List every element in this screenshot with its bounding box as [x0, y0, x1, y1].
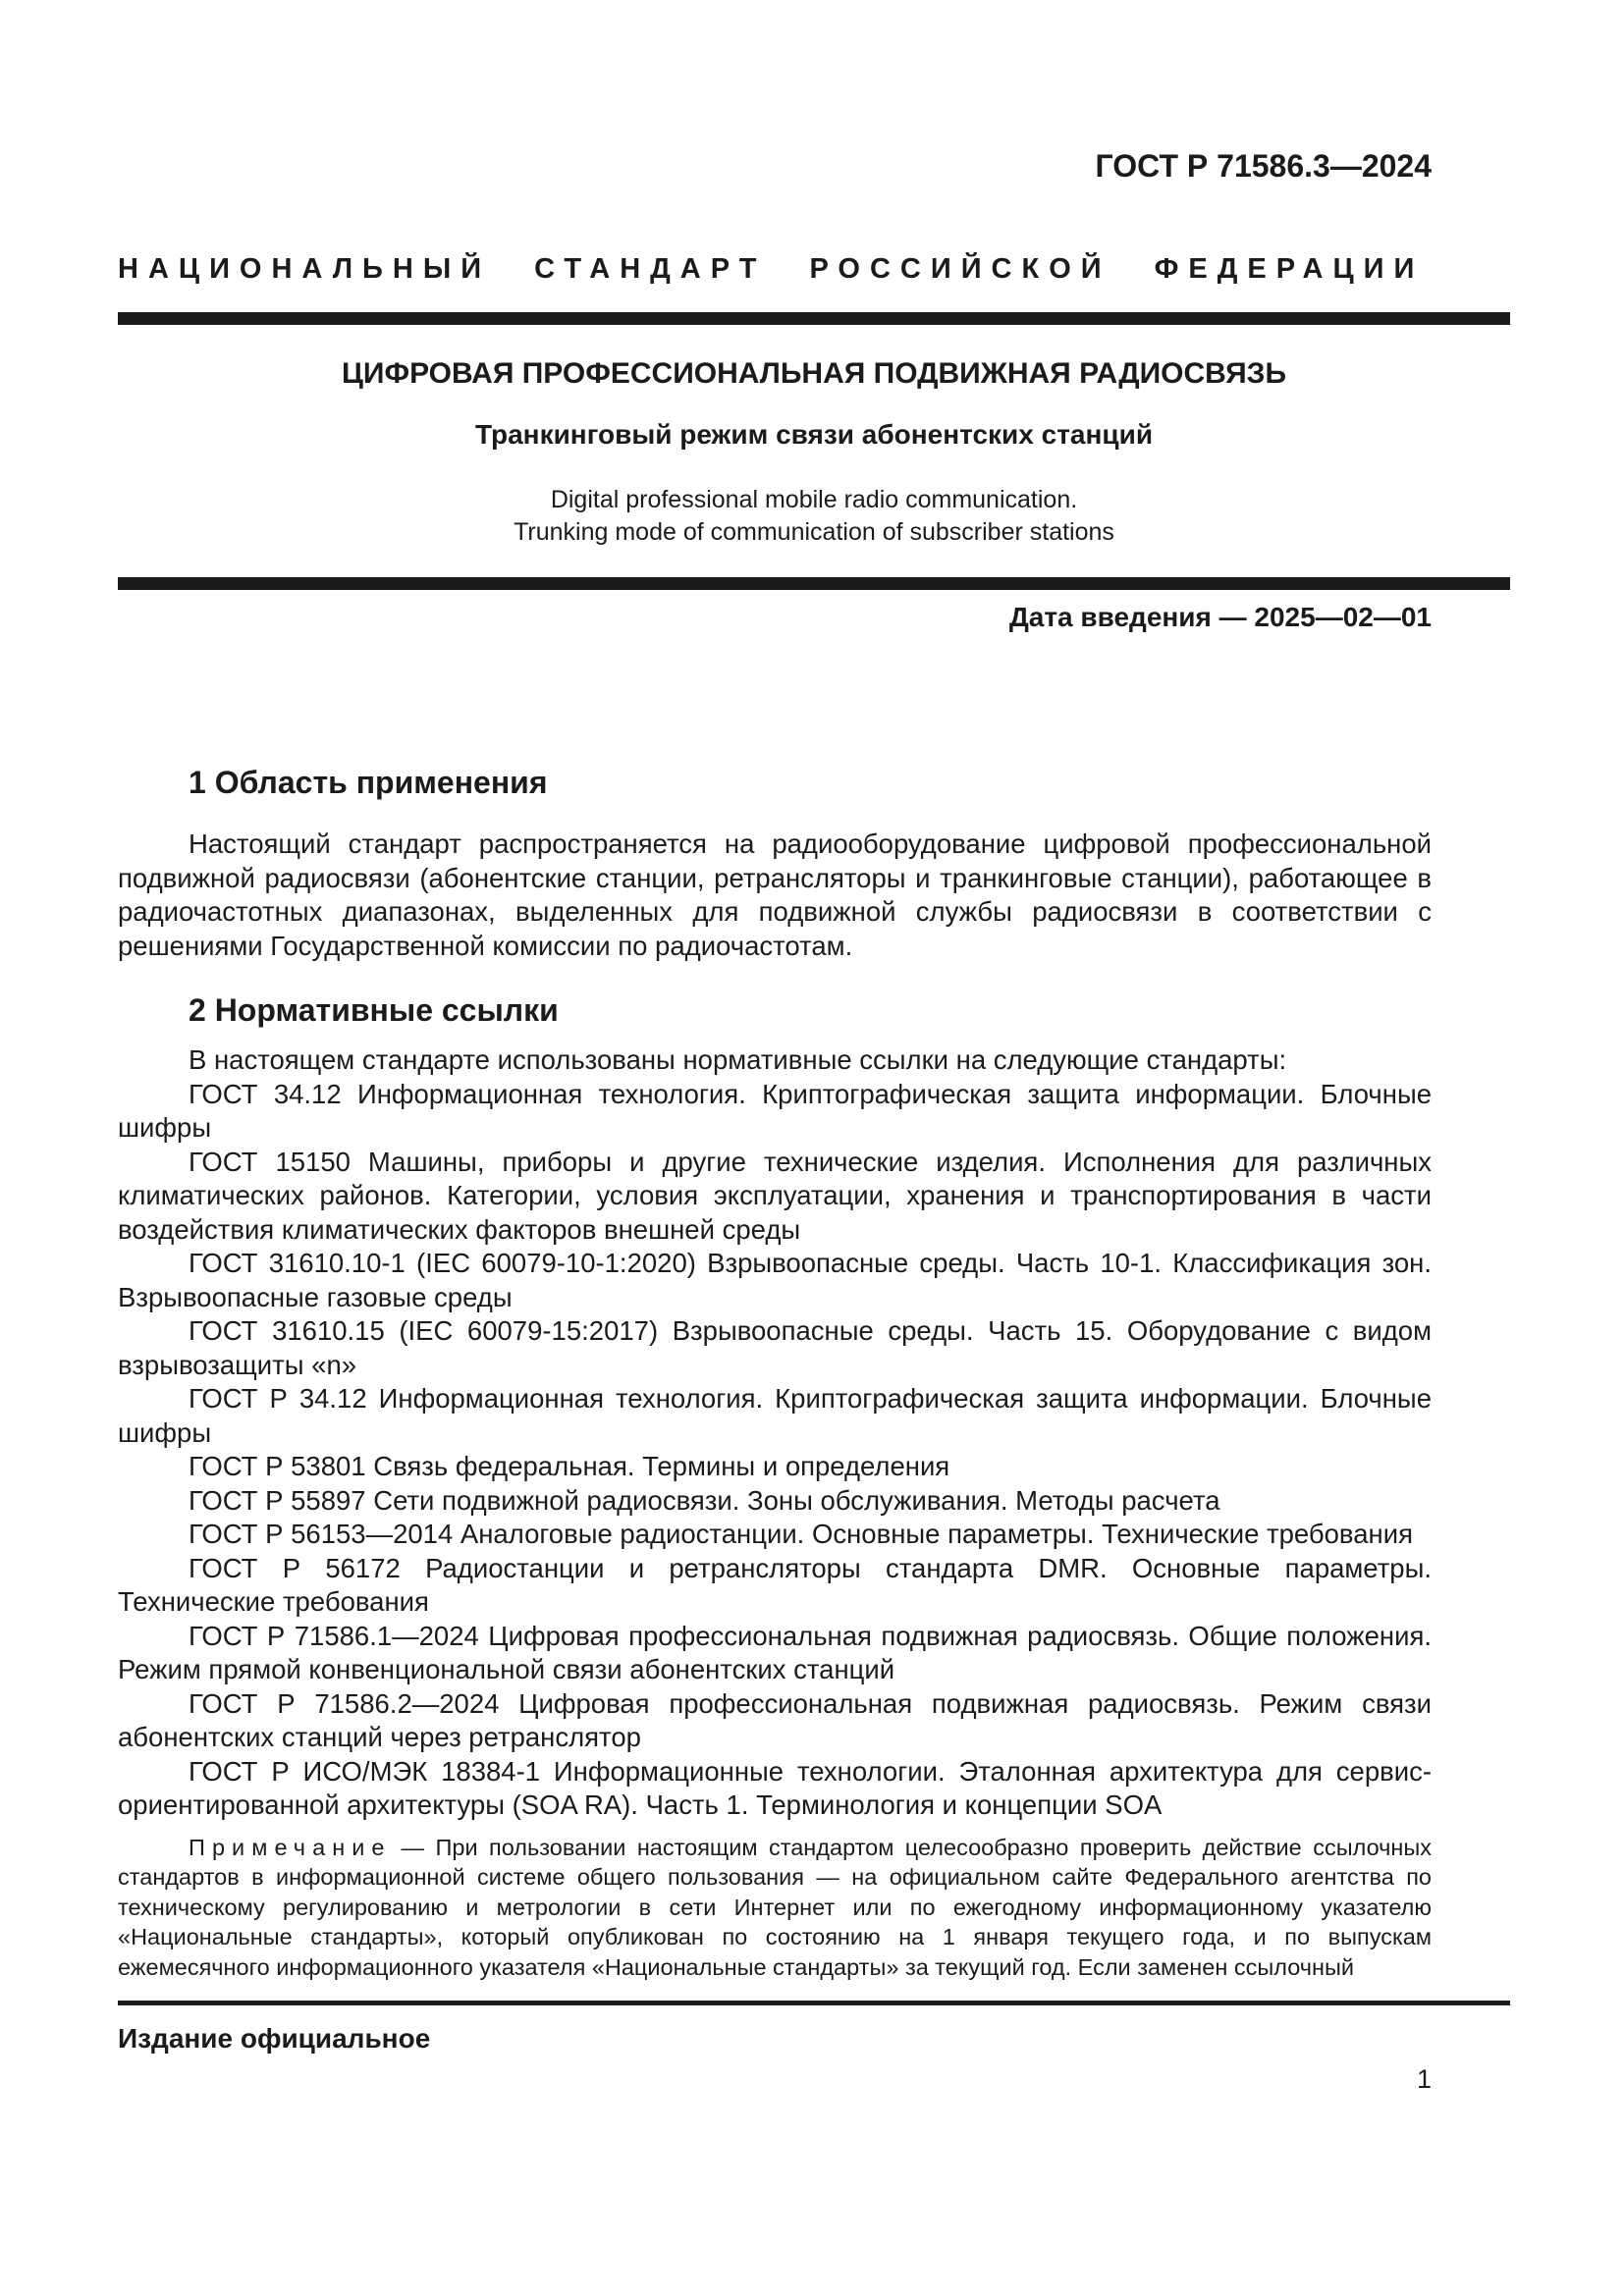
reference-item: ГОСТ 34.12 Информационная технология. Криптографическая защита информации. Блочные шифры [118, 1078, 1432, 1143]
standard-banner: НАЦИОНАЛЬНЫЙ СТАНДАРТ РОССИЙСКОЙ ФЕДЕРАЦИИ [118, 253, 1425, 285]
reference-item: ГОСТ 31610.10-1 (IEC 60079-10-1:2020) Взрывоопасные среды. Часть 10-1. Классификация зон. Взрывоопасные газовые среды [118, 1248, 1432, 1312]
title-ru-subtitle: Транкинговый режим связи абонентских станций [474, 419, 1154, 450]
reference-item: ГОСТ Р 34.12 Информационная технология. Криптографическая защита информации. Блочные шифры [118, 1383, 1432, 1448]
note-text: — При пользовании настоящим стандартом целесообразно проверить действие ссылочных стандартов в информационной системе общего пользования — на официальном сайте Федерального агентства по техническому регулированию и метрологии в сети Интернет или по ежегодному информационному указателю «Национальные стандарты», который опубликован по состоянию на 1 января текущего года, и по выпускам ежемесячного информационного указателя «Национальные стандарты» за текущий год. Если заменен ссылочный [118, 1834, 1432, 1980]
references-intro: В настоящем стандарте использованы нормативные ссылки на следующие стандарты: [189, 1044, 1287, 1075]
reference-item: ГОСТ Р ИСО/МЭК 18384-1 Информационные технологии. Эталонная архитектура для сервис-ориентированной архитектуры (SOA RA). Часть 1. Терминология и концепции SOA [118, 1755, 1432, 1820]
reference-item: ГОСТ Р 53801 Связь федеральная. Термины и определения [189, 1451, 950, 1481]
reference-item: ГОСТ Р 56153—2014 Аналоговые радиостанции. Основные параметры. Технические требования [189, 1519, 1413, 1549]
title-ru-main: ЦИФРОВАЯ ПРОФЕССИОНАЛЬНАЯ ПОДВИЖНАЯ РАДИОСВЯЗЬ [341, 357, 1287, 390]
section-1-heading: 1 Область применения [189, 765, 548, 800]
reference-item: ГОСТ Р 71586.2—2024 Цифровая профессиональная подвижная радиосвязь. Режим связи абонентских станций через ретранслятор [118, 1687, 1432, 1752]
reference-item: ГОСТ Р 56172 Радиостанции и ретрансляторы стандарта DMR. Основные параметры. Технические требования [118, 1552, 1432, 1617]
doc-number: ГОСТ Р 71586.3—2024 [1095, 148, 1432, 184]
official-edition-label: Издание официальное [118, 2023, 431, 2054]
title-english-block [118, 484, 1510, 549]
reference-item: ГОСТ Р 55897 Сети подвижной радиосвязи. Зоны обслуживания. Методы расчета [189, 1484, 1220, 1516]
page-number: 1 [1416, 2064, 1432, 2094]
divider-bar-top [118, 312, 1510, 325]
reference-item: ГОСТ 31610.15 (IEC 60079-15:2017) Взрывоопасные среды. Часть 15. Оборудование с видом взрывозащиты «n» [118, 1315, 1432, 1380]
title-en-line1: Digital professional mobile radio communication. [550, 486, 1078, 513]
note-label: Примечание [189, 1834, 392, 1860]
title-en-line2: Trunking mode of communication of subscriber stations [514, 518, 1114, 546]
effective-date: Дата введения — 2025—02—01 [1008, 602, 1432, 632]
references-note [118, 1833, 1432, 1983]
section-1-paragraph: Настоящий стандарт распространяется на радиооборудование цифровой профессиональной подвижной радиосвязи (абонентские станции, ретрансляторы и транкинговые станции), работающее в радиочастотных диапазонах, выделенных для подвижной службы радиосвязи в соответствии с решениями Государственной комиссии по радиочастотам. [118, 828, 1432, 961]
reference-item: ГОСТ 15150 Машины, приборы и другие технические изделия. Исполнения для различных климатических районов. Категории, условия эксплуатации, хранения и транспортирования в части воздействия климатических факторов внешней среды [118, 1146, 1432, 1245]
reference-item: ГОСТ Р 71586.1—2024 Цифровая профессиональная подвижная радиосвязь. Общие положения. Режим прямой конвенциональной связи абонентских станций [118, 1620, 1432, 1684]
divider-bar-middle [118, 577, 1510, 590]
document-content [118, 0, 1510, 1982]
footer-rule [118, 2001, 1510, 2005]
section-2-heading: 2 Нормативные ссылки [189, 992, 559, 1028]
